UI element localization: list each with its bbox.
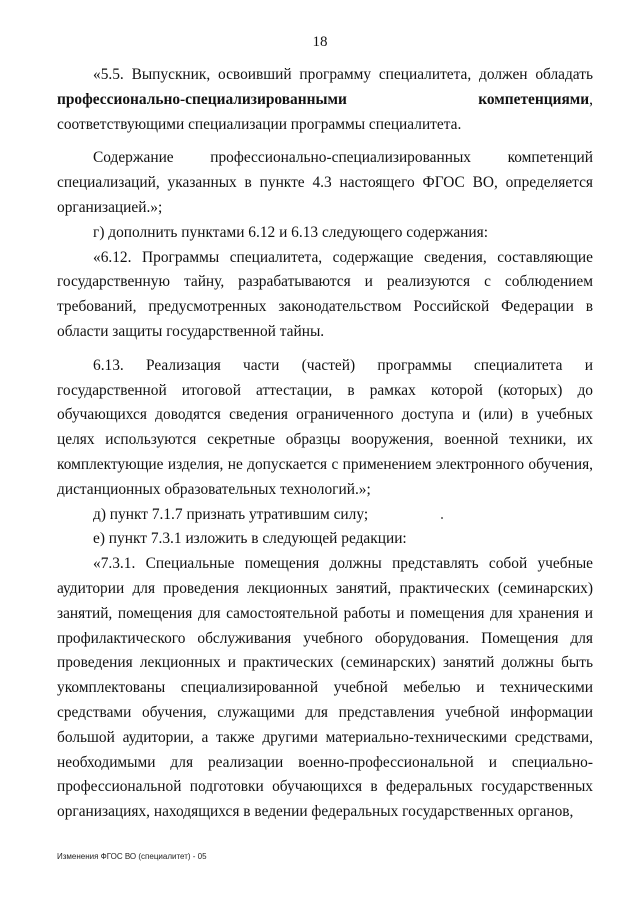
paragraph-6-13: 6.13. Реализация части (частей) программы специалитета и государственной итоговой аттестации, в рамках которой (которых) до обучающихся доводятся сведения ограниченного доступа и (или) в учебных целях используются секретные образцы вооружения, военной техники, их комплектующие изделия, не допускается с применением электронного обучения, дистанционных образовательных технологий.»;: [57, 356, 593, 498]
paragraph-item-d: д) пункт 7.1.7 признать утратившим силу;: [93, 505, 369, 523]
paragraph-5-5-bold: профессионально-специализированными компетенциями: [57, 90, 590, 108]
paragraph-6-12: «6.12. Программы специалитета, содержащие сведения, составляющие государственную тайну, разрабатываются и реализуются с соблюдением требований, предусмотренных законодательством Российской Федерации в области защиты государственной тайны.: [57, 248, 593, 340]
scan-speck: [441, 517, 443, 519]
paragraph-5-5: [57, 63, 593, 137]
paragraph-5-5-end: , соответствующими специализации программы специалитета.: [57, 90, 593, 133]
paragraph-item-e: е) пункт 7.3.1 изложить в следующей редакции:: [93, 530, 407, 548]
paragraph-content: Содержание профессионально-специализированных компетенций специализаций, указанных в пункте 4.3 настоящего ФГОС ВО, определяется организацией.»;: [57, 149, 593, 216]
paragraph-item-g: г) дополнить пунктами 6.12 и 6.13 следующего содержания:: [93, 223, 488, 241]
paragraph-7-3-1: «7.3.1. Специальные помещения должны представлять собой учебные аудитории для проведения лекционных занятий, практических (семинарских) занятий, помещения для самостоятельной работы и помещения для хранения и профилактического обслуживания учебного оборудования. Помещения для проведения лекционных и практических (семинарских) занятий должны быть укомплектованы специализированной учебной мебелью и техническими средствами обучения, служащими для представления учебной информации большой аудитории, а также другими материально-техническими средствами, необходимыми для реализации военно-профессиональной и специально-профессиональной подготовки обучающихся в федеральных государственных организациях, находящихся в ведении федеральных государственных органов,: [57, 555, 593, 821]
page-number: 18: [312, 34, 328, 50]
page-footer: Изменения ФГОС ВО (специалитет) - 05: [57, 852, 207, 861]
document-body: [57, 63, 593, 825]
paragraph-5-5-start: «5.5. Выпускник, освоивший программу специалитета, должен обладать: [93, 66, 593, 83]
